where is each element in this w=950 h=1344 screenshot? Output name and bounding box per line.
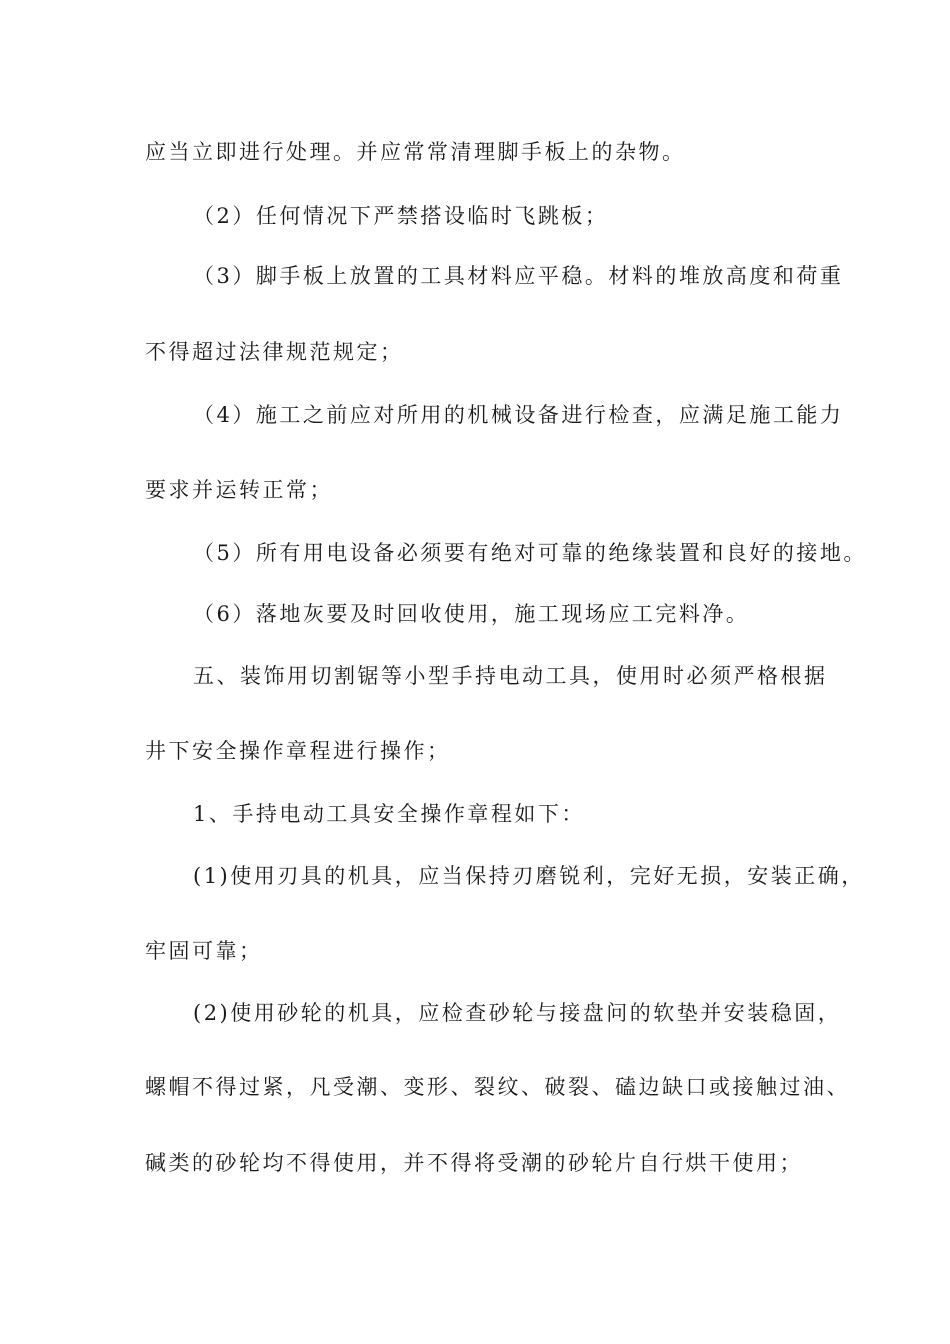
text-line: 螺帽不得过紧，凡受潮、变形、裂纹、破裂、磕边缺口或接触过油、: [145, 1075, 850, 1099]
text-line: （2）任何情况下严禁搭设临时飞跳板；: [193, 204, 609, 228]
text-line: 牢固可靠；: [145, 939, 263, 963]
text-line: （6）落地灰要及时回收使用，施工现场应工完料净。: [193, 602, 750, 626]
text-line: 应当立即进行处理。并应常常清理脚手板上的杂物。: [145, 140, 686, 164]
text-line: （4）施工之前应对所用的机械设备进行检查，应满足施工能力: [193, 403, 844, 427]
text-line: （5）所有用电设备必须要有绝对可靠的绝缘装置和良好的接地。: [193, 541, 867, 565]
text-line: 要求并运转正常；: [145, 478, 333, 502]
text-line: (1)使用刃具的机具，应当保持刃磨锐利，完好无损，安装正确，: [193, 864, 865, 888]
text-line: （3）脚手板上放置的工具材料应平稳。材料的堆放高度和荷重: [193, 264, 844, 288]
text-line: (2)使用砂轮的机具，应检查砂轮与接盘问的软垫并安装稳固，: [193, 1001, 842, 1025]
text-line: 碱类的砂轮均不得使用，并不得将受潮的砂轮片自行烘干使用；: [145, 1151, 803, 1175]
text-line: 不得超过法律规范规定；: [145, 340, 404, 364]
text-line: 1、手持电动工具安全操作章程如下：: [193, 802, 585, 826]
text-line: 五、装饰用切割锯等小型手持电动工具，使用时必须严格根据: [193, 664, 828, 688]
text-line: 井下安全操作章程进行操作；: [145, 739, 451, 763]
